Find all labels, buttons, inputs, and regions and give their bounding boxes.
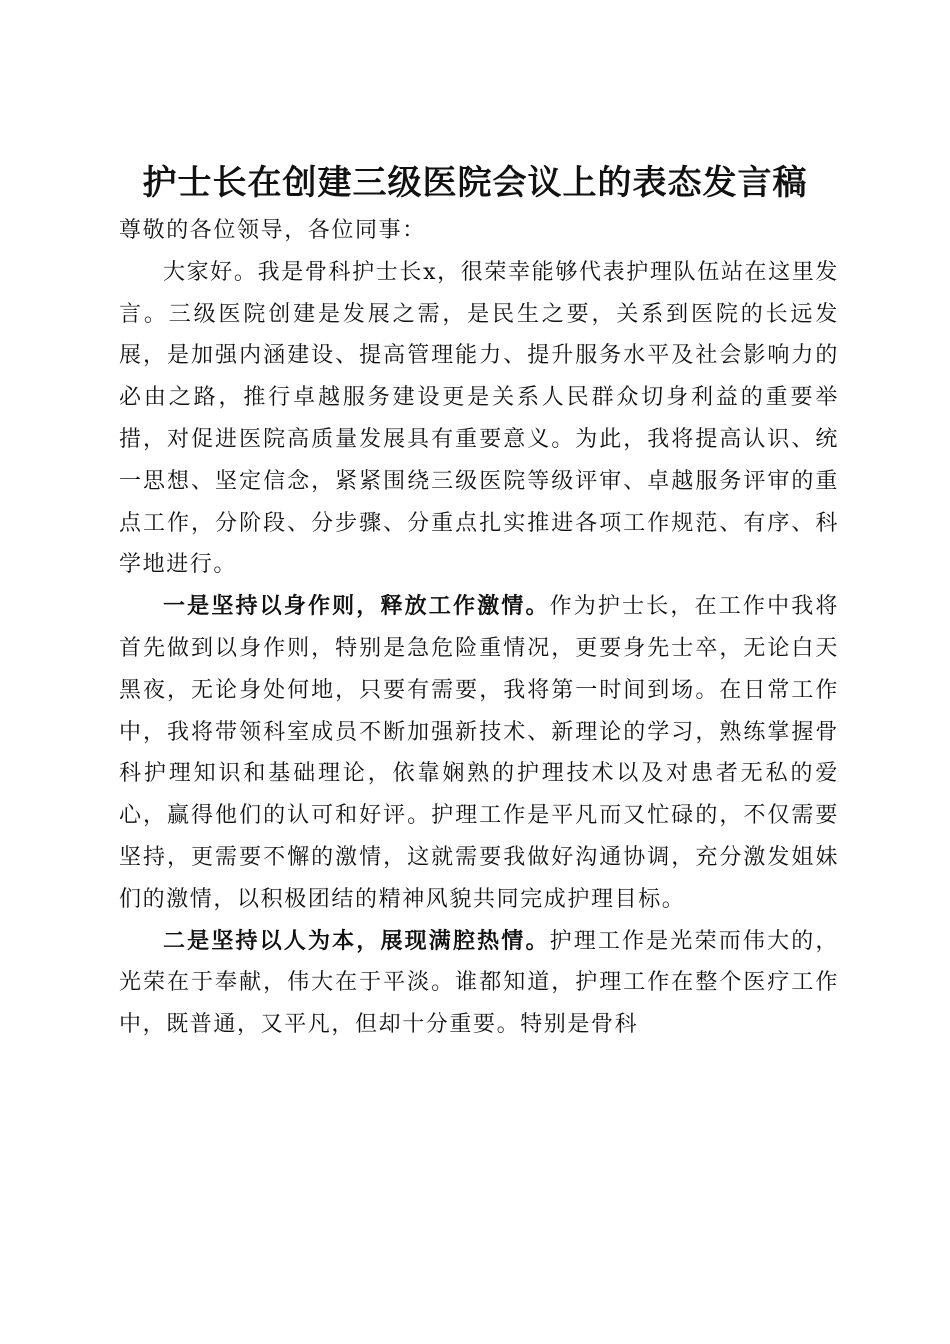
paragraph-point-one: [119, 586, 839, 920]
paragraph-text: 大家好。我是骨科护士长x，很荣幸能够代表护理队伍站在这里发言。三级医院创建是发展之需，是民生之要，关系到医院的长远发展，是加强内涵建设、提高管理能力、提升服务水平及社会影响力的必由之路，推行卓越服务建设更是关系人民群众切身利益的重要举措，对促进医院高质量发展具有重要意义。为此，我将提高认识、统一思想、坚定信念，紧紧围绕三级医院等级评审、卓越服务评审的重点工作，分阶段、分步骤、分重点扎实推进各项工作规范、有序、科学地进行。: [119, 259, 839, 578]
document-body: [119, 210, 839, 1046]
salutation: 尊敬的各位领导，各位同事：: [119, 218, 426, 243]
paragraph-intro: [119, 252, 839, 586]
paragraph-text: 护理工作是光荣而伟大的，光荣在于奉献，伟大在于平淡。谁都知道，护理工作在整个医疗工作中，既普通，又平凡，但却十分重要。特别是骨科: [119, 928, 839, 1038]
paragraph-lead: 一是坚持以身作则，释放工作激情。: [163, 593, 550, 620]
document-title: 护士长在创建三级医院会议上的表态发言稿: [142, 162, 808, 203]
paragraph-point-two: [119, 921, 839, 1046]
paragraph-text: 作为护士长，在工作中我将首先做到以身作则，特别是急危险重情况，更要身先士卒，无论白天黑夜，无论身处何地，只要有需要，我将第一时间到场。在日常工作中，我将带领科室成员不断加强新技术、新理论的学习，熟练掌握骨科护理知识和基础理论，依靠娴熟的护理技术以及对患者无私的爱心，赢得他们的认可和好评。护理工作是平凡而又忙碌的，不仅需要坚持，更需要不懈的激情，这就需要我做好沟通协调，充分激发姐妹们的激情，以积极团结的精神风貌共同完成护理目标。: [119, 594, 839, 912]
paragraph-lead: 二是坚持以人为本，展现满腔热情。: [163, 927, 550, 954]
